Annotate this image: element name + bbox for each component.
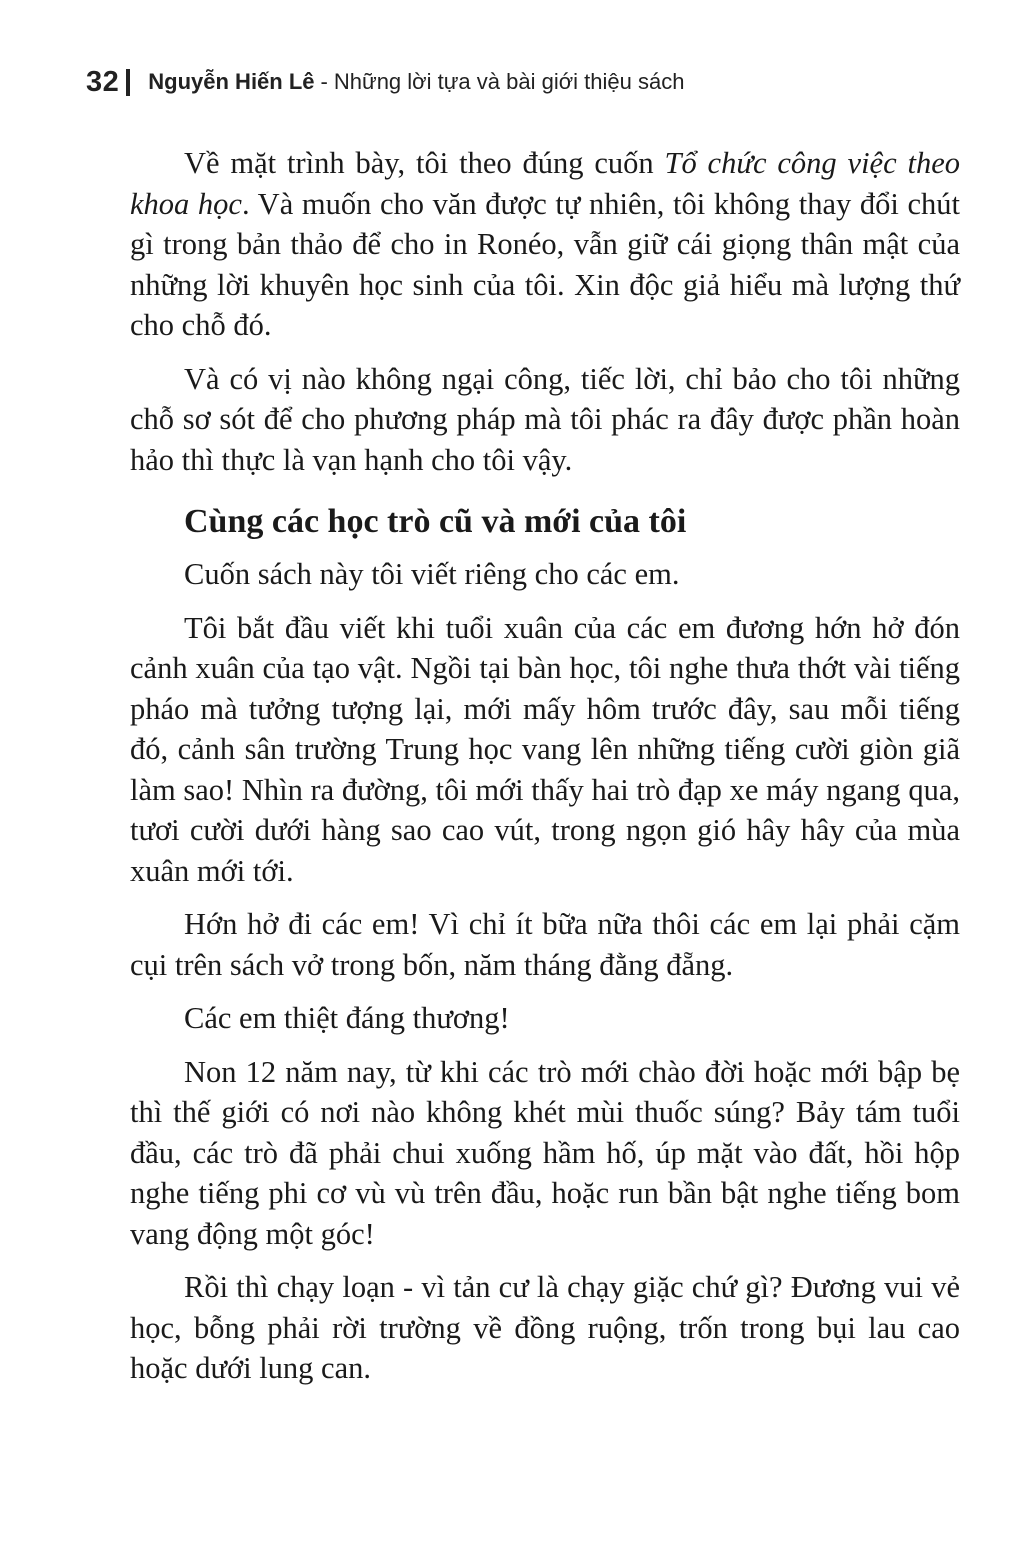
header-divider	[126, 69, 130, 96]
running-header	[86, 60, 946, 104]
paragraph	[130, 143, 960, 346]
paragraph: Các em thiệt đáng thương!	[184, 1001, 510, 1035]
paragraph: Hớn hở đi các em! Vì chỉ ít bữa nữa thôi các em lại phải cặm cụi trên sách vở trong bốn, năm tháng đằng đẵng.	[130, 907, 960, 982]
book-title-italic: Tổ chức công việc theo khoa học	[130, 146, 960, 221]
page-number: 32	[86, 65, 120, 98]
page-body	[130, 143, 960, 1402]
paragraph: Tôi bắt đầu viết khi tuổi xuân của các em đương hớn hở đón cảnh xuân của tạo vật. Ngồi tại bàn học, tôi nghe thưa thớt vài tiếng pháo mà tưởng tượng lại, mới mấy hôm trước đây, sau mỗi tiếng đó, cảnh sân trường Trung học vang lên những tiếng cười giòn giã làm sao! Nhìn ra đường, tôi mới thấy hai trò đạp xe máy ngang qua, tươi cười dưới hàng sao cao vút, trong ngọn gió hây hây của mùa xuân mới tới.	[130, 610, 960, 888]
header-book-title: Những lời tựa và bài giới thiệu sách	[333, 69, 685, 94]
paragraph: Rồi thì chạy loạn - vì tản cư là chạy giặc chứ gì? Đương vui vẻ học, bỗng phải rời trường về đồng ruộng, trốn trong bụi lau cao hoặc dưới lung can.	[130, 1270, 960, 1385]
paragraph: Và có vị nào không ngại công, tiếc lời, chỉ bảo cho tôi những chỗ sơ sót để cho phương pháp mà tôi phác ra đây được phần hoàn hảo thì thực là vạn hạnh cho tôi vậy.	[130, 361, 960, 477]
paragraph-text: . Và muốn cho văn được tự nhiên, tôi không thay đổi chút gì trong bản thảo để cho in Ronéo, vẫn giữ cái giọng thân mật của những lời khuyên học sinh của tôi. Xin độc giả hiểu mà lượng thứ cho chỗ đó.	[130, 186, 961, 342]
paragraph-text: Về mặt trình bày, tôi theo đúng cuốn	[184, 146, 665, 180]
paragraph: Cuốn sách này tôi viết riêng cho các em.	[184, 557, 680, 591]
header-separator: -	[320, 69, 328, 94]
paragraph: Non 12 năm nay, từ khi các trò mới chào đời hoặc mới bập bẹ thì thế giới có nơi nào không khét mùi thuốc súng? Bảy tám tuổi đầu, các trò đã phải chui xuống hầm hố, úp mặt vào đất, hồi hộp nghe tiếng phi cơ vù vù trên đầu, hoặc run bần bật nghe tiếng bom vang động một góc!	[130, 1054, 960, 1251]
section-heading: Cùng các học trò cũ và mới của tôi	[184, 503, 687, 540]
header-author: Nguyễn Hiến Lê	[148, 69, 315, 94]
